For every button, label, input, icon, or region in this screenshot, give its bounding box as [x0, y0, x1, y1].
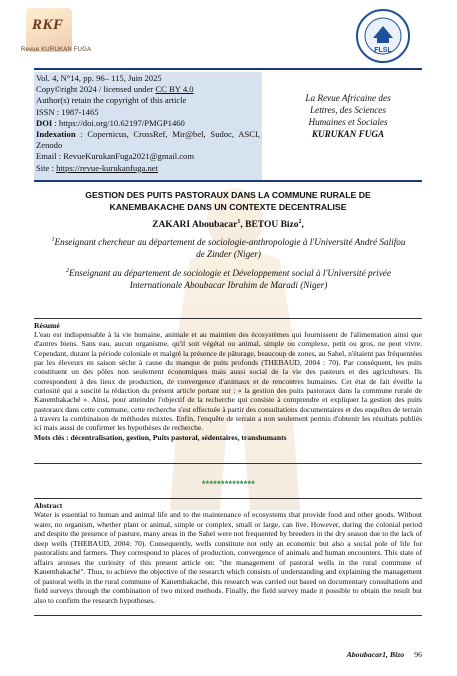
author-name: ZAKARI Aboubacar	[152, 220, 238, 230]
flsl-seal-logo	[355, 8, 411, 64]
license-link[interactable]: CC BY 4.0	[155, 84, 194, 95]
journal-header	[0, 0, 457, 60]
abstract-section	[34, 498, 422, 616]
rkf-logo	[26, 8, 72, 52]
issn-line: ISSN : 1987-1465	[36, 106, 99, 117]
keywords-line: Mots clés : décentralisation, gestion, Puits pastoral, sédentaires, transhumants	[34, 432, 287, 442]
resume-section	[34, 318, 422, 464]
title-line: GESTION DES PUITS PASTORAUX DANS LA COMMUNE RURALE DE	[85, 190, 371, 200]
indexation-line: Indexation : Copernicus, CrossRef, Mir@bel, Sudoc, ASCI, Zenodo	[36, 129, 260, 151]
author-name: BETOU Bizo	[245, 220, 299, 230]
page-number: 96	[414, 650, 422, 659]
affiliation-2: $^2$Enseignant au département de sociologie et Développement social à l'Université privée Internationale Aboubacar Ibrahim de Maradi (Niger)	[66, 267, 391, 290]
section-separator: **************	[201, 479, 256, 489]
rkf-logo-caption: Revue KURUKAN FUGA	[21, 47, 92, 53]
journal-name-line: La Revue Africaine des	[305, 93, 391, 103]
journal-short-name: KURUKAN FUGA	[311, 129, 385, 139]
journal-name-line: Lettres, des Sciences	[310, 105, 386, 115]
rkf-logo-text: RKF	[32, 17, 64, 33]
doi-line[interactable]: DOI : https://doi.org/10.62197/PMGP1460	[36, 117, 185, 128]
article-title	[34, 190, 422, 213]
copyright-line: Copy©right 2024 / licensed under CC BY 4.0	[36, 84, 194, 95]
volume-line: Vol. 4, N°14, pp. 96– 115, Juin 2025	[36, 73, 162, 83]
abstract-text: Water is essential to human and animal life and to the maintenance of ecosystems that provide food and other goods. Without water, no organism, whether plant or animal, simple or complex, small or large, can live. However, during the colonial period and despite the presence of pasture, many areas in the Sahel were not frequented by breeders in the dry season due to the lack of deep wells (THEBAUD, 2004: 70). Consequently, wells constitute not only an economic but also a social pole of life for pastoralists and farmers. They correspond to places of production, convergence of animals and human encounters. This state of affairs arouses the curiosity of this present article on: "the management of pastoral wells in the rural commune of Kanembakaché". Thus, to achieve the objective of the research which consists of understanding and explaining the management of pastoral wells in the rural commune of Kanembakaché, this research was carried out based on documentary consultations and field surveys through the combination of two mixed methods. Finally, the field survey made it possible to obtain the result but also to confirm the research hypotheses.	[34, 510, 422, 605]
site-line: Site : https://revue-kurukanfuga.net	[36, 162, 158, 173]
rights-line: Author(s) retain the copyright of this article	[36, 95, 187, 106]
author-superscript: 2	[298, 218, 302, 225]
journal-name-block	[274, 92, 422, 162]
resume-text: L'eau est indispensable à la vie humaine, animale et au maintien des écosystèmes qui fournissent de l'alimentation ainsi que d'autres biens. Sans eau, aucun organisme, qu'il soit végétal ou animal, simple ou complexe, petit ou gros, ne peut vivre. Cependant, durant la période coloniale et malgré la présence de pâturage, beaucoup de zones, au Sahel, n'étaient pas fréquentées par les éleveurs en saison sèche à cause du manque de puits profonds (THEBAUD, 2004 : 70). Par conséquent, les puits constituent un des pôles non seulement économiques mais aussi social de la vie des pasteurs et des agriculteurs. Ils correspondent à des lieux de production, de convergence d'animaux et de rencontres humaines. Cet état de fait éveille la curiosité qui a suscité la rédaction du présent article portant sur : « la gestion des puits pastoraux dans la commune rurale de Kanembakaché ». Ainsi, pour atteindre l'objectif de la recherche qui consiste à comprendre et expliquer la gestion des puits pastoraux dans cette commune, cette recherche s'est effectuée à partir des consultations documentaires et des enquêtes de terrain à travers la combinaison de méthodes mixtes. Enfin, l'enquête de terrain a non seulement permis d'obtenir les résultats publiés ici mais aussi de confirmer les hypothèses de recherche.	[34, 330, 422, 433]
journal-name-line: Humaines et Sociales	[308, 117, 388, 127]
email-line: Email : RevueKurukanFuga2021@gmail.com	[36, 151, 195, 162]
page-footer	[34, 650, 422, 659]
publication-info-box	[34, 68, 422, 182]
footer-authors: Aboubacar1, Bizo	[346, 650, 405, 659]
publication-details	[34, 72, 262, 180]
affiliation-1: $^1$Enseignant chercheur au département de sociologie-anthropologie à l'Université André Salifou de Zinder (Niger)	[51, 236, 406, 259]
flsl-logo-text: FLSL	[374, 47, 392, 54]
author-superscript: 1	[237, 218, 241, 225]
site-link[interactable]: https://revue-kurukanfuga.net	[56, 162, 158, 173]
title-line: KANEMBAKACHE DANS UN CONTEXTE DECENTRALISE	[109, 201, 347, 212]
resume-heading: Résumé	[34, 321, 60, 330]
author-list: ZAKARI Aboubacar$^1$, BETOU Bizo$^2$,	[152, 218, 304, 230]
abstract-heading: Abstract	[34, 501, 63, 510]
